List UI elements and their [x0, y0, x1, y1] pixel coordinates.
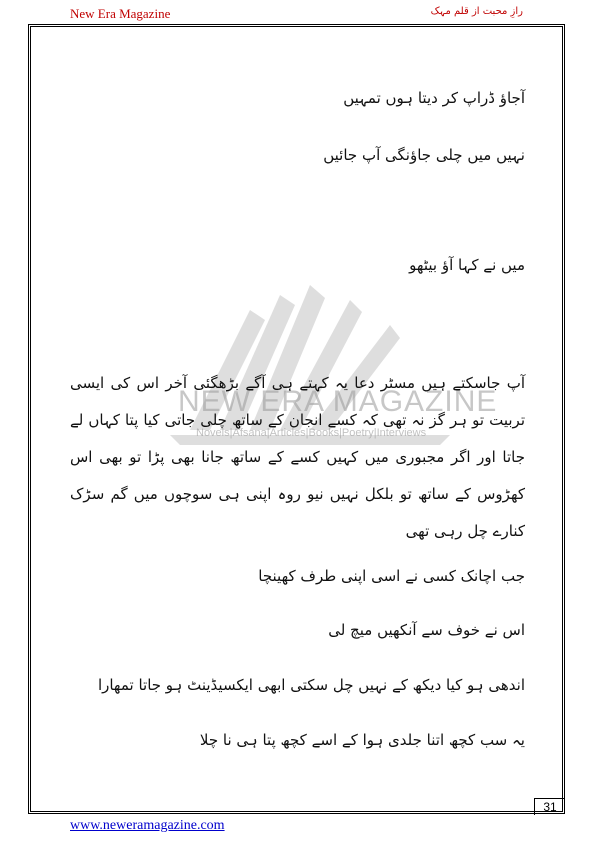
body-line: جب اچانک کسی نے اسی اپنی طرف کھینچا	[258, 567, 525, 585]
watermark-title: NEW ERA MAGAZINE	[178, 385, 498, 418]
magazine-name-header: New Era Magazine	[70, 6, 171, 21]
body-line: نہیں میں چلی جاؤنگی آپ جائیں	[323, 146, 525, 164]
body-line: میں نے کہا آؤ بیٹھو	[409, 256, 525, 274]
footer-website-link[interactable]: www.neweramagazine.com	[70, 818, 225, 833]
page-number: 31	[534, 798, 565, 815]
body-line: اندھی ہو کیا دیکھ کے نہیں چل سکتی ابھی ایکسیڈینٹ ہو جاتا تمھارا	[97, 676, 525, 694]
body-line: آجاؤ ڈراپ کر دیتا ہوں تمہیں	[343, 89, 525, 107]
novel-title-header: رازِ محبت از قلم مہک	[430, 6, 523, 17]
body-line: یہ سب کچھ اتنا جلدی ہوا کے اسے کچھ پتا ہی نا چلا	[199, 731, 525, 749]
watermark-subtitle: Novels|Afsana|Articles|Books|Poetry|Interviews	[196, 427, 427, 439]
body-line: اس نے خوف سے آنکھیں میچ لی	[328, 621, 525, 639]
body-paragraph: آپ جاسکتے ہیں مسٹر دعا یہ کہتے ہی آگے بڑھگئی آخر اس کی ایسی تربیت تو ہر گز نہ تھی کہ کسے انجان کے ساتھ چلی جاتی کیا پتا کہاں لے جاتا اور اگر مجبوری میں کہیں کسے کے ساتھ جانا بھی پڑا تو بھی اس کھڑوس کے ساتھ تو بلکل نہیں نیو روہ اپنی ہی سوچوں میں گم سڑک کنارے چل رہی تھی	[70, 374, 525, 540]
